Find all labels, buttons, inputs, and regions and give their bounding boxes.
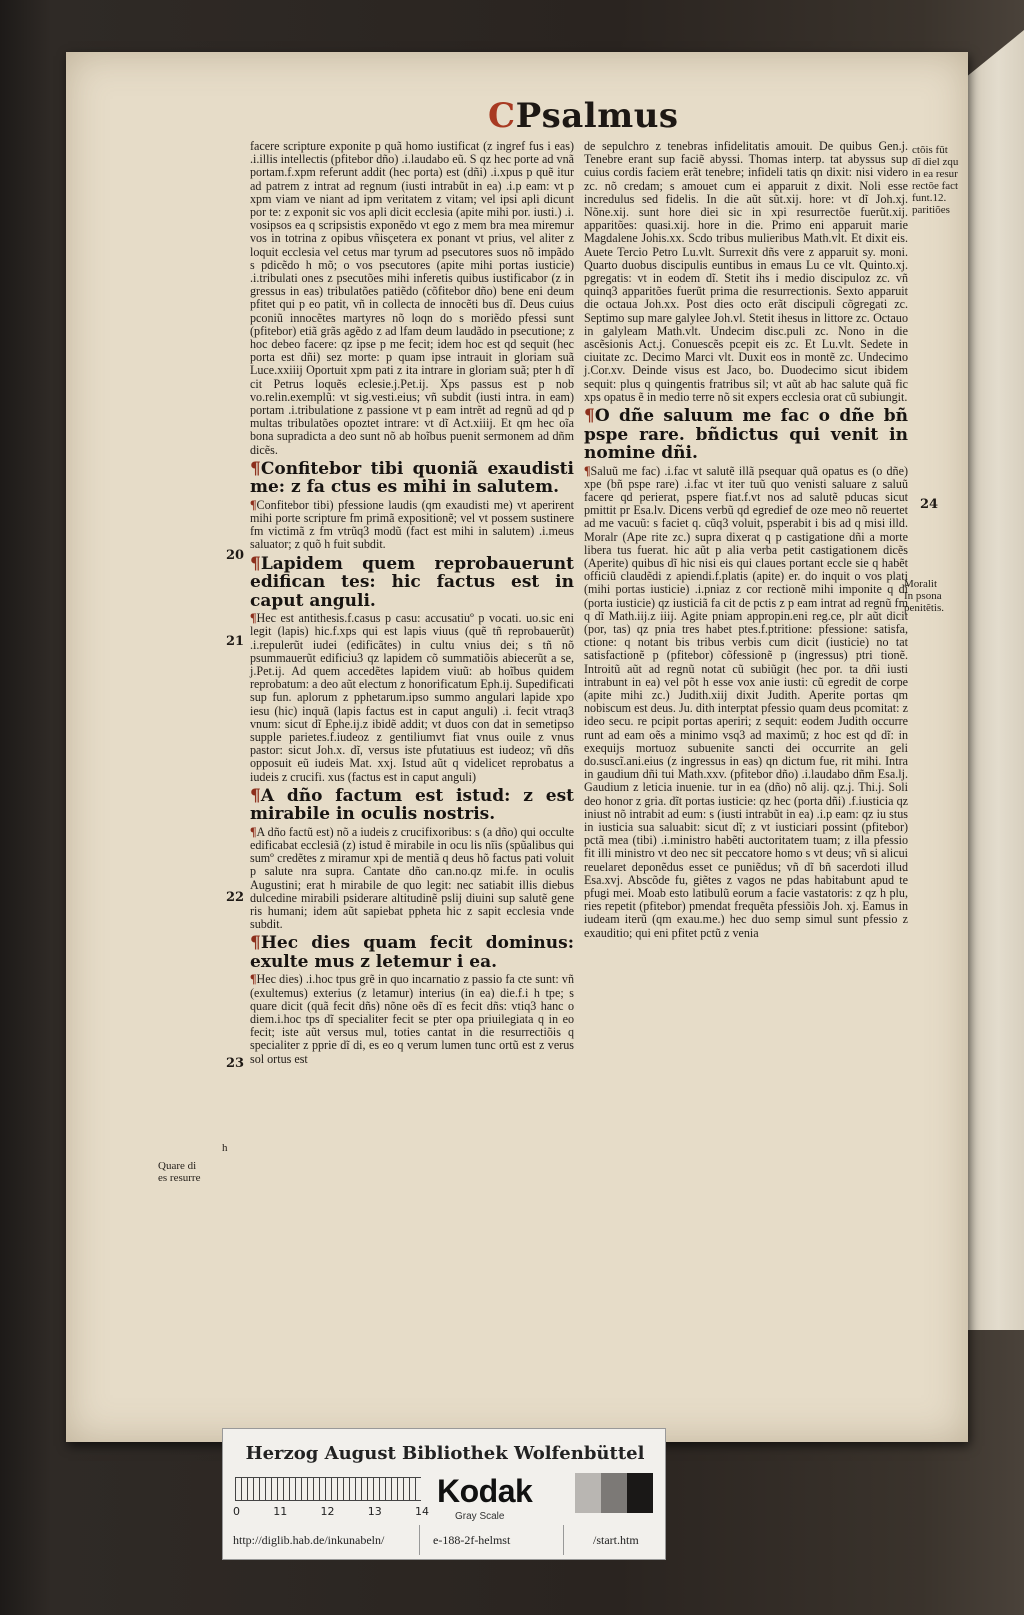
pilcrow-icon: ¶ [250, 933, 261, 954]
pilcrow-icon: ¶ [584, 406, 595, 427]
facing-page-edge [960, 30, 1024, 1330]
verse-23 [250, 934, 574, 971]
gray-swatch-dark [627, 1473, 653, 1513]
gray-scale-label: Gray Scale [455, 1511, 505, 1522]
library-target-card [222, 1428, 666, 1560]
page-header [488, 96, 679, 136]
left-column [250, 140, 574, 1066]
verse-number-20: 20 [226, 548, 245, 563]
ruler-numbers [233, 1505, 429, 1518]
pilcrow-icon: ¶ [250, 824, 257, 839]
start-page-link[interactable]: /start.htm [593, 1533, 639, 1547]
verse-25-gloss-text: Saluũ me fac) .i.fac vt salutẽ illã psequar quã opatus es (o dñe) xpe (bñ pspe rare) .i.fac vt iter tuũ quo venisti saluare z saluũ facere qd perierat, pspere fiat.f.vt nos ad salutẽ pducas sicut pmittit pr Esa.lv. Dicens verbũ qd egredief de oze meo nõ reuertet ad me vacuũ: s faciet q. cũq3 voluit, psperabit i bis ad q misi illd. Moralr (Ape rite zc.) supra dixerat q p castigatione dñi a morte libera tus fuerat. hic aũt p alia verba petit castigationem dicẽs (Aperite) quibus dĩ hic nisi eis qui claues portant eccle sie q habẽt officiũ claudẽdi z apiendi.f.platis (apite) er. do inquit o vos plati (mihi portas iusticie) .i.pniaz z cor rectionẽ mihi imponite q dĩ (porta iusticie) qz iusticiã fa cit de pctis z p eam intrat ad regnũ fm q dĩ Math.iij.z iiij. Agite pniam appropin.eni reg.ce, plr aũt dicit (por, tas) qz pnia tres habet ptes.f.ptritione: pfessione: satisfa, ctione: q notant bis tribus verbis cum dicit (iusticie) no tat satisfactionẽ p (pfitebor) cõfessionẽ p (ingressus) ptri tionẽ. Introitũ aũt ad regnũ notat cũ subiũgit (hec por. ta dñi iusti intrabunt in ea) vel põt h esse vox anie iusti: cũ egredit de corpe (apite mihi zc.) Judith.xiij dixit Judith. Aperite portas qm nobiscum est deus. Ju. dith interptat pfessio quam deus pcomitat: z ideo secu. re pcipit portas aperiri; z sequit: eodem Judith occurre runt ad eam oẽs a minimo vsq3 ad maximũ; z hoc est qd dĩ: in exequijs mortuoz subuenite sancti dei occurrite an geli do.suscĩ.ani.eius (z ingressus in eas) qn dictum fue, rit mihi. Intra in gaudium dñi tui Math.xxv. (pfitebor dño) .i.laudabo dñm Esa.lj. Gaudium z leticia inuenie. tur in ea (dño) nõ alij. qz.j. Thi.j. Soli deo honor z gria. dĩt portas iusticie: qz hec (porta dñi) .f.iusticia qz iniust nõ intrabit ad eum: s (iusti intrabũt in ea) .i.p eam: qz iu stus in iusticia sua saluabit: sicut dĩ; z vt iusticiari possint (pfitebor) pctã mea (tibi) .i.ministro habẽti auctoritatem tuam; z illa pfessio fit illi ministro vt deo nec sit peccatore homo s vt deus; vñ si alicui reuelaret deponẽdus esset ce puniẽdus; vñ dĩ bñ sacerdoti illud Esa.xvj. Abscõde fu, giẽtes z vagos ne pdas habitabunt apud te pfugi mei. Moab esto latibulũ eorum a facie vastatoris: z qz h plu, ries repetit (pfitebor) pmendat frequẽta pfessiõis Joh. xj. Eamus in iudeam iterũ (qm exau.me.) hec duo semp simul sunt pfessio z exauditio; qui eni pfitet pctũ z venia [584, 463, 908, 940]
verse-20-text: Confitebor tibi quoniã exaudisti me: z fa ctus es mihi in salutem. [250, 458, 574, 498]
verse-20 [250, 460, 574, 497]
left-intro-text: facere scripture exponite p quã homo iustificat (z ingref fus i eas) .i.illis intellectis (pfitebor dño) .i.laudabo eũ. S qz hec porte ad vnã portam.f.xpm referunt addit (hec porta) est (dñi) .i.xpus p quẽ itur ad patrem z intrat ad regnum (iusti intrabũt in ea) .i.p eam: vt p xpm viam ve niant ad ipm veritatem z vitam; vel ipsi apli dicunt por te: z exponit sic vos apli dicit ecclesia (apite mihi por. iusti.) .i. vosipsos ea q scripsistis exponẽdo vt ego z mem bra mea miremur vos in totrina z opibus vñisçetera ex ponant vt prius, vel aliter z loquit ecclesia vel cetus mar tyrum ad psecutores suos nõ impãdo s pdicẽdo h mõ; o vos psecutores (apite mihi portas iusticie) .i.tribulati ones z psecutões mihi inferetis quibus iustificabor (z in gressus in eas) tribulatões patiẽdo (cõfitebor dño) bene eni deum pfitet qui p eo patit, vñ in collecta de innocẽti bus dĩ. Deus cuius pconiũ innocẽtes martyres nõ loqn do s moriẽdo pfessi sunt (pfitebor) etiã grãs agẽdo z ad lfam deum laudãdo in psecutione; z hoc debeo facere: qz ipse p me fecit; idem hoc est qd sequit (hec porta est dñi) sez morte: p quam ipse intrauit in gloriam suã Luce.xxiiij Oportuit xpm pati z ita intrare in gloriam suã; pter h dĩ cit Petrus loquẽs eclesie.j.Pet.ij. Xps passus est p nob vo.relin.exemplũ: vt sig.vesti.eius; vñ subdit (iusti intra. in eam) portam .i.tribulatione z passione vt p eam intrẽt ad regnũ ad qd p multas tribulatões opoztet intrare: vt dĩ Act.xiiij. Et qm hec oĩa bona supradicta a deo sunt nõ ab hoĩbus puenit sermonem ad dñm dicẽs. [250, 139, 574, 457]
shelfmark: e-188-2f-helmst [433, 1533, 511, 1547]
verse-number-22: 22 [226, 890, 245, 905]
margin-note-right-mid: Moralit In psona penitẽtis. [904, 578, 945, 614]
margin-note-right-top: ctõis fũt dĩ diel zqu in ea resur rectõe fact funt.12. paritiões [912, 144, 959, 216]
pilcrow-icon: ¶ [250, 497, 257, 512]
gray-swatch-mid [601, 1473, 627, 1513]
verse-20-gloss-text: Confitebor tibi) pfessione laudis (qm exaudisti me) vt aperirent mihi porte scripture fm primã expositionẽ; vel vt possem sustinere fm victimã z fm vtrũq3 modũ (fact est mihi in salutem) .i.meus saluator; z quõ h fuit subdit. [250, 497, 574, 552]
verse-22-text: A dño factum est istud: z est mirabile in oculis nostris. [250, 785, 574, 825]
rubric-mark: C [488, 96, 516, 136]
pilcrow-icon: ¶ [250, 458, 261, 479]
verse-25-text: O dñe saluum me fac o dñe bñ pspe rare. bñdictus qui venit in nomine dñi. [584, 406, 908, 464]
pilcrow-icon: ¶ [250, 611, 257, 626]
verse-21 [250, 555, 574, 611]
verse-number-21: 21 [226, 634, 245, 649]
gray-swatch-light [575, 1473, 601, 1513]
verse-23-text: Hec dies quam fecit dominus: exulte mus z letemur i ea. [250, 933, 574, 972]
verse-21-gloss-text: Hec est antithesis.f.casus p casu: accusatiuº p vocati. uo.sic eni legit (lapis) hic.f.xps qui est lapis viuus (quẽ tñ reprobauerũt) .i.repulerũt iudei (edificãtes) in cultu vnius dei; s tñ nõ psummauerũt edificiu3 qz lapidem cõ summatiõis abiecerũt a se, j.Pet.ij. Ad quem accedẽtes lapidem viuũ: ab hoĩbus quidem reprobatum: a deo aũt electum z honorificatum Eph.ij. Supedificati sup fun. aplorum z pphetarum.ipso summo angulari lapide xpo iesu (hic) inquã (lapis factus est in caput anguli) .i. fecit vtraq3 vnum: sicut dĩ Ephe.ij.z ibidẽ addit; vt duos con dat in semetipso supple parietes.f.iudeoz z gentiliumvt fiat vnus ouile z vnus pastor: sicut Joh.x. dĩ, versus iste pfutatiuus est iudeoz; vñ dñs opposuit eũ iudeis Mat. xxj. Istud aũt q videlicet reprobatus a iudeis z crucifi. xus (factus est in caput anguli) [250, 611, 574, 784]
library-name: Herzog August Bibliothek Wolfenbüttel [245, 1443, 645, 1464]
ruler-number: 13 [367, 1505, 382, 1518]
verse-21-gloss [250, 612, 574, 784]
right-column [584, 140, 908, 940]
verse-number-23: 23 [226, 1056, 245, 1071]
verse-22 [250, 787, 574, 824]
pilcrow-icon: ¶ [250, 972, 257, 987]
divider [419, 1525, 420, 1555]
verse-22-gloss [250, 826, 574, 932]
ruler-number: 14 [415, 1505, 429, 1518]
right-intro-text: de sepulchro z tenebras infidelitatis amouit. De quibus Gen.j. Tenebre erant sup faciẽ abyssi. Thomas interp. tat abyssus sup cuius cordis faciem erãt tenebre; infideli tatis qn dixit: nisi videro zc. nõ credam; s amouet cum ei apparuit z dixit. Noli esse incredulus sed fidelis. In die aũt sũt.xij. hore: vt dĩ Joh.xj. Nõne.xij. sunt hore diei sic in xpi resurrectõe fuerũt.xij. apparitões: quasi.xij. hore in die. Primo eni apparuit marie Magdalene Johis.xx. Scdo tribus mulieribus Math.vlt. Et dixit eis. Auete Tercio Petro Lu.vlt. Surrexit dñs vere z apparuit sy. moni. Quarto duobus discipulis euntibus in emaus Lu ce vlt. Quinto.xj. pgregatis: vt in eodem dĩ. Stetit ihs i medio discipuloz zc. vñ quinq3 apparitões fuerũt prima die resurrectionis. Sexto apparuit die octaua Joh.xx. Post dies octo erãt discipuli cõgregati zc. Septimo sup mare galylee Joh.vl. Stetit ihesus in littore zc. Octauo in galyleam Math.vlt. Undecim disc.puli zc. Nono in die ascẽsionis Act.j. Conuescẽs pcepit eis zc. Et Lu.vlt. Sedete in ciuitate zc. Decimo Marci vlt. Duxit eos in montẽ zc. Undecimo j.Cor.xv. Deinde visus est Jaco, bo. Duodecimo sicut ibidem sequit: plus q quingentis fratribus sil; vt aũt ab hac salute quã fic xps opatus ẽ in medio terre nõ sit expers ecclesia orat cũ subiungit. [584, 139, 908, 404]
verse-21-text: Lapidem quem reprobauerunt edifican tes: hic factus est in caput anguli. [250, 553, 574, 611]
divider [563, 1525, 564, 1555]
verse-25-gloss [584, 465, 908, 940]
verse-25 [584, 407, 908, 463]
margin-note-h: h [222, 1142, 228, 1154]
digital-library-url[interactable]: http://diglib.hab.de/inkunabeln/ [233, 1533, 385, 1547]
pilcrow-icon: ¶ [584, 463, 591, 478]
verse-number-24: 24 [920, 497, 939, 512]
scale-ruler [235, 1477, 421, 1501]
running-title: Psalmus [515, 96, 679, 136]
verse-20-gloss [250, 499, 574, 552]
ruler-number: 11 [273, 1505, 288, 1518]
kodak-logo: Kodak [437, 1473, 533, 1509]
pilcrow-icon: ¶ [250, 553, 261, 574]
ruler-number: 0 [233, 1505, 240, 1518]
verse-22-gloss-text: A dño factũ est) nõ a iudeis z crucifixoribus: s (a dño) qui occulte edificabat ecclesiã (z) istud ẽ mirabile in ocu lis nĩis (spũalibus qui sumº credẽtes z miramur xpi de mentiã q deus hõ factus pati voluit p salute nra supra. Cantate dño can.no.qz mi.fe. in oculis Augustini; erat h mirabile de quo legit: nec satiabit illis diebus dulcedine mirabili psiderare altitudinẽ pslij diuini sup salutẽ gene ris humani; idem aũt sapiebat ppheta hic z sapit ecclesia vnde subdit. [250, 824, 574, 932]
verse-23-gloss-text: Hec dies) .i.hoc tpus grẽ in quo incarnatio z passio fa cte sunt: vñ (exultemus) exterius (z letamur) interius (in ea) die.f.i h tpe; s quare dicit (quã fecit dñs) nõne oẽs dĩ es fecit dñs: vtiq3 hanc o diem.i.hoc tps dĩ specialiter fecit se pter opa priuilegiata q in eo fecit; iste aũt versus mul, toties cantat in die resurrectiõis q specialiter z pprie dĩ di, es eo q verum lumen tunc ortũ est z verus sol ortus est [250, 972, 574, 1066]
ruler-number: 12 [320, 1505, 335, 1518]
pilcrow-icon: ¶ [250, 785, 261, 806]
margin-note-left-bottom: Quare di es resurre [158, 1160, 201, 1184]
verse-23-gloss [250, 973, 574, 1065]
